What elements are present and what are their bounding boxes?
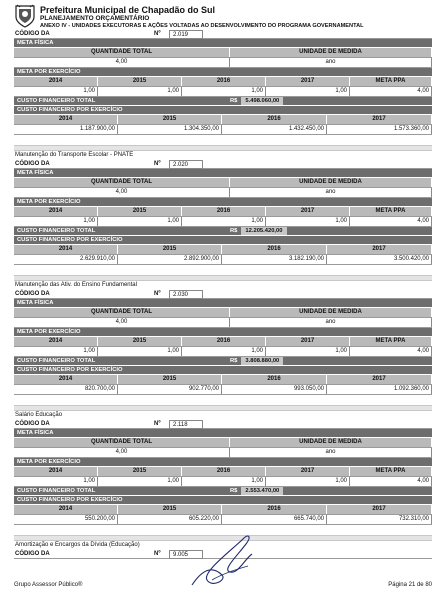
unit-value: ano (230, 58, 432, 67)
number-label: Nº (154, 551, 161, 557)
year-header-row (14, 467, 432, 477)
document-page (14, 4, 432, 559)
cost-value-row (14, 515, 432, 525)
custo-total-value: 12.205.420,00 (241, 227, 286, 235)
custo-exercicio-bar: CUSTO FINANCEIRO POR EXERCÍCIO (14, 106, 432, 115)
unit-header: UNIDADE DE MEDIDA (230, 438, 432, 447)
year-header: 2015 (98, 337, 182, 346)
municipal-crest-icon (14, 4, 36, 28)
year-header: 2017 (266, 207, 350, 216)
custo-exercicio-bar: CUSTO FINANCEIRO POR EXERCÍCIO (14, 236, 432, 245)
cost-value: 2.629.910,00 (14, 255, 118, 264)
qty-header-row (14, 438, 432, 448)
qty-header-row (14, 178, 432, 188)
cost-value: 605.220,00 (118, 515, 222, 524)
currency-label: R$ (230, 98, 238, 104)
meta-ppa-header: META PPA (350, 337, 432, 346)
custo-total-row (14, 227, 432, 236)
meta-value: 4,00 (350, 477, 432, 486)
cost-year-header: 2017 (327, 505, 432, 514)
qty-total-value: 4,00 (14, 58, 230, 67)
meta-value: 4,00 (350, 87, 432, 96)
meta-value: 1,00 (14, 217, 98, 226)
code-row (14, 160, 432, 169)
cost-value: 820.700,00 (14, 385, 118, 394)
custo-total-row (14, 357, 432, 366)
currency-label: R$ (230, 488, 238, 494)
cost-value: 3.182.190,00 (222, 255, 327, 264)
currency-label: R$ (230, 228, 238, 234)
code-value: 2.019 (169, 30, 203, 39)
year-header: 2014 (14, 207, 98, 216)
custo-total-label: CUSTO FINANCEIRO TOTAL (17, 228, 96, 234)
custo-total-row (14, 97, 432, 106)
unit-header: UNIDADE DE MEDIDA (230, 48, 432, 57)
cost-value: 3.500.420,00 (327, 255, 432, 264)
meta-exercicio-bar: META POR EXERCÍCIO (14, 328, 432, 337)
page-title: Prefeitura Municipal de Chapadão do Sul (40, 5, 216, 15)
meta-value: 1,00 (14, 87, 98, 96)
cost-value: 1.304.350,00 (118, 125, 222, 134)
cost-year-header: 2017 (327, 115, 432, 124)
cost-value: 2.892.900,00 (118, 255, 222, 264)
qty-total-header: QUANTIDADE TOTAL (14, 48, 230, 57)
cost-year-header-row (14, 505, 432, 515)
custo-total-value: 2.553.470,00 (241, 487, 283, 495)
year-header: 2015 (98, 77, 182, 86)
cost-value-row (14, 125, 432, 135)
cost-year-header: 2015 (118, 375, 222, 384)
meta-value: 1,00 (182, 477, 266, 486)
code-value: 2.020 (169, 160, 203, 169)
year-header-row (14, 207, 432, 217)
spacer (14, 395, 432, 405)
year-header-row (14, 77, 432, 87)
year-header: 2017 (266, 77, 350, 86)
meta-value: 1,00 (266, 217, 350, 226)
meta-value: 1,00 (14, 477, 98, 486)
custo-exercicio-bar: CUSTO FINANCEIRO POR EXERCÍCIO (14, 496, 432, 505)
code-value: 2.118 (169, 420, 203, 429)
meta-value-row (14, 477, 432, 487)
program-name: Amortização e Encargos da Dívida (Educação) (15, 542, 140, 548)
meta-value: 1,00 (266, 87, 350, 96)
cost-year-header: 2015 (118, 245, 222, 254)
number-label: Nº (154, 421, 161, 427)
qty-total-value: 4,00 (14, 318, 230, 327)
cost-year-header: 2016 (222, 115, 327, 124)
code-row (14, 420, 432, 429)
content (14, 30, 432, 559)
year-header: 2014 (14, 337, 98, 346)
spacer (14, 135, 432, 145)
page-subtitle: PLANEJAMENTO ORÇAMENTÁRIO (40, 15, 150, 22)
code-row (14, 30, 432, 39)
meta-ppa-header: META PPA (350, 467, 432, 476)
custo-total-value: 3.808.880,00 (241, 357, 283, 365)
meta-value: 4,00 (350, 217, 432, 226)
year-header: 2016 (182, 77, 266, 86)
meta-value: 1,00 (98, 217, 182, 226)
cost-value: 732.310,00 (327, 515, 432, 524)
year-header: 2016 (182, 467, 266, 476)
year-header: 2016 (182, 337, 266, 346)
custo-total-label: CUSTO FINANCEIRO TOTAL (17, 98, 96, 104)
meta-ppa-header: META PPA (350, 77, 432, 86)
cost-year-header: 2017 (327, 375, 432, 384)
qty-value-row (14, 318, 432, 328)
cost-year-header: 2014 (14, 245, 118, 254)
year-header: 2015 (98, 207, 182, 216)
code-label: CÓDIGO DA (15, 31, 50, 37)
code-label: CÓDIGO DA (15, 421, 50, 427)
year-header: 2014 (14, 467, 98, 476)
program-name: Manutenção do Transporte Escolar - PNATE (15, 152, 134, 158)
qty-value-row (14, 188, 432, 198)
footer-page-number: Página 21 de 80 (388, 582, 432, 588)
meta-value-row (14, 217, 432, 227)
unit-value: ano (230, 188, 432, 197)
meta-value: 1,00 (98, 477, 182, 486)
year-header-row (14, 337, 432, 347)
year-header: 2017 (266, 467, 350, 476)
cost-value: 1.432.450,00 (222, 125, 327, 134)
year-header: 2016 (182, 207, 266, 216)
cost-year-header: 2014 (14, 505, 118, 514)
document-header (14, 4, 432, 30)
meta-value-row (14, 87, 432, 97)
cost-value: 993.050,00 (222, 385, 327, 394)
qty-total-value: 4,00 (14, 448, 230, 457)
meta-value: 1,00 (182, 87, 266, 96)
cost-value-row (14, 385, 432, 395)
custo-total-value: 5.498.060,00 (241, 97, 283, 105)
cost-year-header-row (14, 245, 432, 255)
cost-year-header: 2014 (14, 375, 118, 384)
code-label: CÓDIGO DA (15, 551, 50, 557)
program-name: Manutenção das Ativ. do Ensino Fundamental (15, 282, 137, 288)
qty-total-header: QUANTIDADE TOTAL (14, 308, 230, 317)
meta-value: 4,00 (350, 347, 432, 356)
meta-value: 1,00 (266, 347, 350, 356)
cost-value: 902.770,00 (118, 385, 222, 394)
spacer (14, 265, 432, 275)
cost-value: 550.200,00 (14, 515, 118, 524)
qty-header-row (14, 48, 432, 58)
meta-value: 1,00 (14, 347, 98, 356)
meta-ppa-header: META PPA (350, 207, 432, 216)
meta-fisica-bar: META FÍSICA (14, 429, 432, 438)
qty-value-row (14, 448, 432, 458)
qty-total-value: 4,00 (14, 188, 230, 197)
custo-total-label: CUSTO FINANCEIRO TOTAL (17, 488, 96, 494)
page-footer (14, 582, 432, 588)
number-label: Nº (154, 161, 161, 167)
header-text (40, 5, 364, 30)
unit-header: UNIDADE DE MEDIDA (230, 178, 432, 187)
custo-total-row (14, 487, 432, 496)
annex-title: ANEXO IV - UNIDADES EXECUTORAS E AÇÕES VOLTADAS AO DESENVOLVIMENTO DO PROGRAMA GOVERNAMENTAL (40, 22, 364, 29)
unit-header: UNIDADE DE MEDIDA (230, 308, 432, 317)
custo-total-label: CUSTO FINANCEIRO TOTAL (17, 358, 96, 364)
cost-year-header: 2016 (222, 375, 327, 384)
meta-exercicio-bar: META POR EXERCÍCIO (14, 68, 432, 77)
unit-value: ano (230, 448, 432, 457)
meta-fisica-bar: META FÍSICA (14, 39, 432, 48)
cost-value: 665.740,00 (222, 515, 327, 524)
cost-value-row (14, 255, 432, 265)
program-name: Salário Educação (15, 412, 63, 418)
cost-year-header: 2017 (327, 245, 432, 254)
cost-year-header: 2016 (222, 505, 327, 514)
cost-year-header-row (14, 115, 432, 125)
cost-year-header: 2015 (118, 505, 222, 514)
number-label: Nº (154, 31, 161, 37)
qty-header-row (14, 308, 432, 318)
year-header: 2017 (266, 337, 350, 346)
year-header: 2014 (14, 77, 98, 86)
custo-exercicio-bar: CUSTO FINANCEIRO POR EXERCÍCIO (14, 366, 432, 375)
meta-value-row (14, 347, 432, 357)
code-value: 9.005 (169, 550, 203, 559)
cost-value: 1.573.360,00 (327, 125, 432, 134)
cost-value: 1.187.900,00 (14, 125, 118, 134)
meta-value: 1,00 (266, 477, 350, 486)
currency-label: R$ (230, 358, 238, 364)
meta-fisica-bar: META FÍSICA (14, 169, 432, 178)
cost-year-header-row (14, 375, 432, 385)
unit-value: ano (230, 318, 432, 327)
footer-company: Grupo Assessor Público® (14, 582, 83, 588)
code-label: CÓDIGO DA (15, 291, 50, 297)
code-value: 2.030 (169, 290, 203, 299)
qty-value-row (14, 58, 432, 68)
meta-value: 1,00 (182, 347, 266, 356)
year-header: 2015 (98, 467, 182, 476)
meta-value: 1,00 (98, 87, 182, 96)
code-label: CÓDIGO DA (15, 161, 50, 167)
meta-exercicio-bar: META POR EXERCÍCIO (14, 198, 432, 207)
cost-year-header: 2015 (118, 115, 222, 124)
code-row (14, 290, 432, 299)
meta-exercicio-bar: META POR EXERCÍCIO (14, 458, 432, 467)
handwritten-signature (182, 530, 262, 590)
cost-year-header: 2014 (14, 115, 118, 124)
cost-year-header: 2016 (222, 245, 327, 254)
meta-value: 1,00 (98, 347, 182, 356)
qty-total-header: QUANTIDADE TOTAL (14, 178, 230, 187)
meta-value: 1,00 (182, 217, 266, 226)
meta-fisica-bar: META FÍSICA (14, 299, 432, 308)
cost-value: 1.092.360,00 (327, 385, 432, 394)
number-label: Nº (154, 291, 161, 297)
qty-total-header: QUANTIDADE TOTAL (14, 438, 230, 447)
